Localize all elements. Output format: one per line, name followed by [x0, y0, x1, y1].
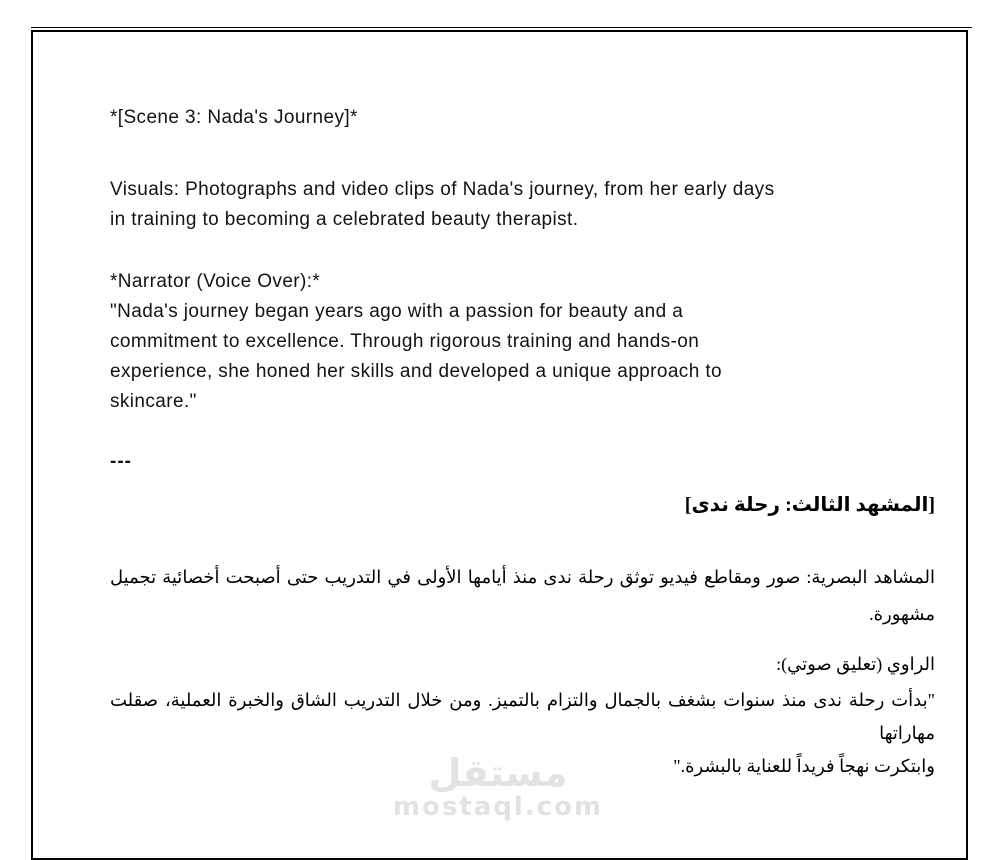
- text-line: skincare.": [110, 391, 197, 412]
- narration-paragraph-en: [110, 297, 935, 417]
- narration-paragraph-ar: [110, 684, 935, 783]
- text-line: commitment to excellence. Through rigorous training and hands-on: [110, 331, 700, 352]
- text-line: "بدأت رحلة ندى منذ سنوات بشغف بالجمال والتزام بالتميز. ومن خلال التدريب الشاق والخبرة العملية، صقلت مهاراتها: [110, 690, 935, 743]
- scene-heading-en: *[Scene 3: Nada's Journey]*: [110, 107, 358, 128]
- visuals-paragraph-en: [110, 175, 935, 235]
- narrator-label-ar: الراوي (تعليق صوتي):: [776, 654, 935, 674]
- text-line: وابتكرت نهجاً فريداً للعناية بالبشرة.": [673, 756, 935, 776]
- english-section: [110, 103, 935, 477]
- document-page: [31, 30, 968, 860]
- page-top-rule: [31, 27, 972, 28]
- page-content: [33, 32, 966, 783]
- mostaql-url: mostaql.com: [392, 792, 604, 822]
- narrator-label-en: *Narrator (Voice Over):*: [110, 271, 321, 292]
- scene-heading-ar: [المشهد الثالث: رحلة ندى]: [684, 494, 935, 516]
- text-line: experience, she honed her skills and developed a unique approach to: [110, 361, 722, 382]
- text-line: مشهورة.: [869, 604, 935, 624]
- separator-dashes: ---: [110, 451, 132, 472]
- text-line: المشاهد البصرية: صور ومقاطع فيديو توثق رحلة ندى منذ أيامها الأولى في التدريب حتى أصبحت أخصائية تجميل: [110, 567, 935, 587]
- visuals-paragraph-ar: [110, 559, 935, 633]
- text-line: Visuals: Photographs and video clips of Nada's journey, from her early days: [110, 179, 775, 200]
- mostaql-logo: مستقل: [428, 751, 568, 795]
- text-line: in training to becoming a celebrated beauty therapist.: [110, 209, 579, 230]
- arabic-section: [110, 490, 935, 783]
- text-line: "Nada's journey began years ago with a passion for beauty and a: [110, 301, 684, 322]
